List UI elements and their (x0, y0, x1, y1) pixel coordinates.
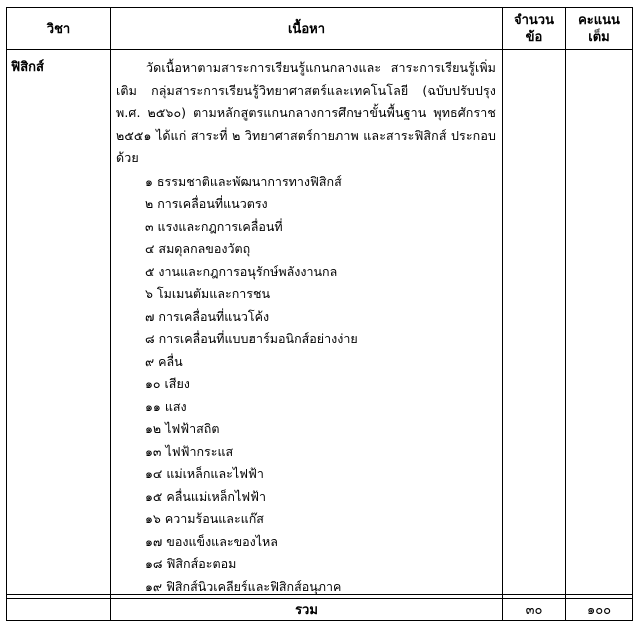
list-item: ๑๙ ฟิสิกส์นิวเคลียร์และฟิสิกส์อนุภาค (145, 578, 342, 594)
list-item: ๑๗ ของแข็งและของไหล (145, 533, 278, 549)
list-item: ๗ การเคลื่อนที่แนวโค้ง (145, 308, 270, 324)
list-item: ๒ การเคลื่อนที่แนวตรง (145, 196, 268, 211)
list-item: ๔ สมดุลกลของวัตถุ (145, 241, 251, 256)
list-item: ๑๐ เสียง (145, 376, 190, 391)
header-subject: วิชา (7, 8, 111, 50)
content-cell (111, 50, 503, 599)
header-score-line1: คะแนน (578, 12, 620, 28)
page-cut-rule (6, 594, 632, 595)
header-question-count (503, 8, 566, 50)
list-item: ๑๔ แม่เหล็กและไฟฟ้า (145, 466, 264, 481)
header-full-score (566, 8, 633, 50)
list-item: ๕ งานและกฎการอนุรักษ์พลังงานกล (145, 263, 338, 279)
subject-cell: ฟิสิกส์ (7, 50, 111, 599)
total-empty-cell (7, 599, 111, 621)
total-question-count: ๓๐ (503, 599, 566, 621)
header-count-line2: ข้อ (525, 29, 543, 45)
header-row (7, 8, 633, 50)
topic-list (116, 171, 496, 599)
full-score-cell (566, 50, 633, 599)
total-full-score: ๑๐๐ (566, 599, 633, 621)
list-item: ๘ การเคลื่อนที่แบบฮาร์มอนิกส์อย่างง่าย (145, 331, 358, 346)
list-item: ๑๘ ฟิสิกส์อะตอม (145, 556, 237, 571)
list-item: ๑๒ ไฟฟ้าสถิต (145, 421, 220, 436)
curriculum-table (6, 7, 633, 621)
total-label: รวม (111, 599, 503, 621)
question-count-cell (503, 50, 566, 599)
header-count-line1: จำนวน (514, 12, 554, 28)
header-score-line2: เต็ม (588, 29, 610, 45)
header-content: เนื้อหา (111, 8, 503, 50)
list-item: ๑๕ คลื่นแม่เหล็กไฟฟ้า (145, 488, 266, 504)
list-item: ๓ แรงและกฎการเคลื่อนที่ (145, 218, 283, 234)
list-item: ๑๓ ไฟฟ้ากระแส (145, 443, 234, 459)
table-row (7, 50, 633, 599)
list-item: ๙ คลื่น (145, 353, 183, 369)
content-intro: วัดเนื้อหาตามสาระการเรียนรู้แกนกลางและ สาระการเรียนรู้เพิ่มเติม กลุ่มสาระการเรียนรู้วิทยาศาสตร์และเทคโนโลยี (ฉบับปรับปรุง พ.ศ. ๒๕๖๐) ตามหลักสูตรแกนกลางการศึกษาขั้นพื้นฐาน พุทธศักราช ๒๕๕๑ ได้แก่ สาระที่ ๒ วิทยาศาสตร์กายภาพ และสาระฟิสิกส์ ประกอบด้วย (116, 60, 496, 165)
total-row (7, 599, 633, 621)
list-item: ๑๖ ความร้อนและแก๊ส (145, 511, 264, 526)
list-item: ๑๑ แสง (145, 398, 187, 414)
list-item: ๑ ธรรมชาติและพัฒนาการทางฟิสิกส์ (145, 173, 342, 189)
list-item: ๖ โมเมนตัมและการชน (145, 286, 271, 301)
